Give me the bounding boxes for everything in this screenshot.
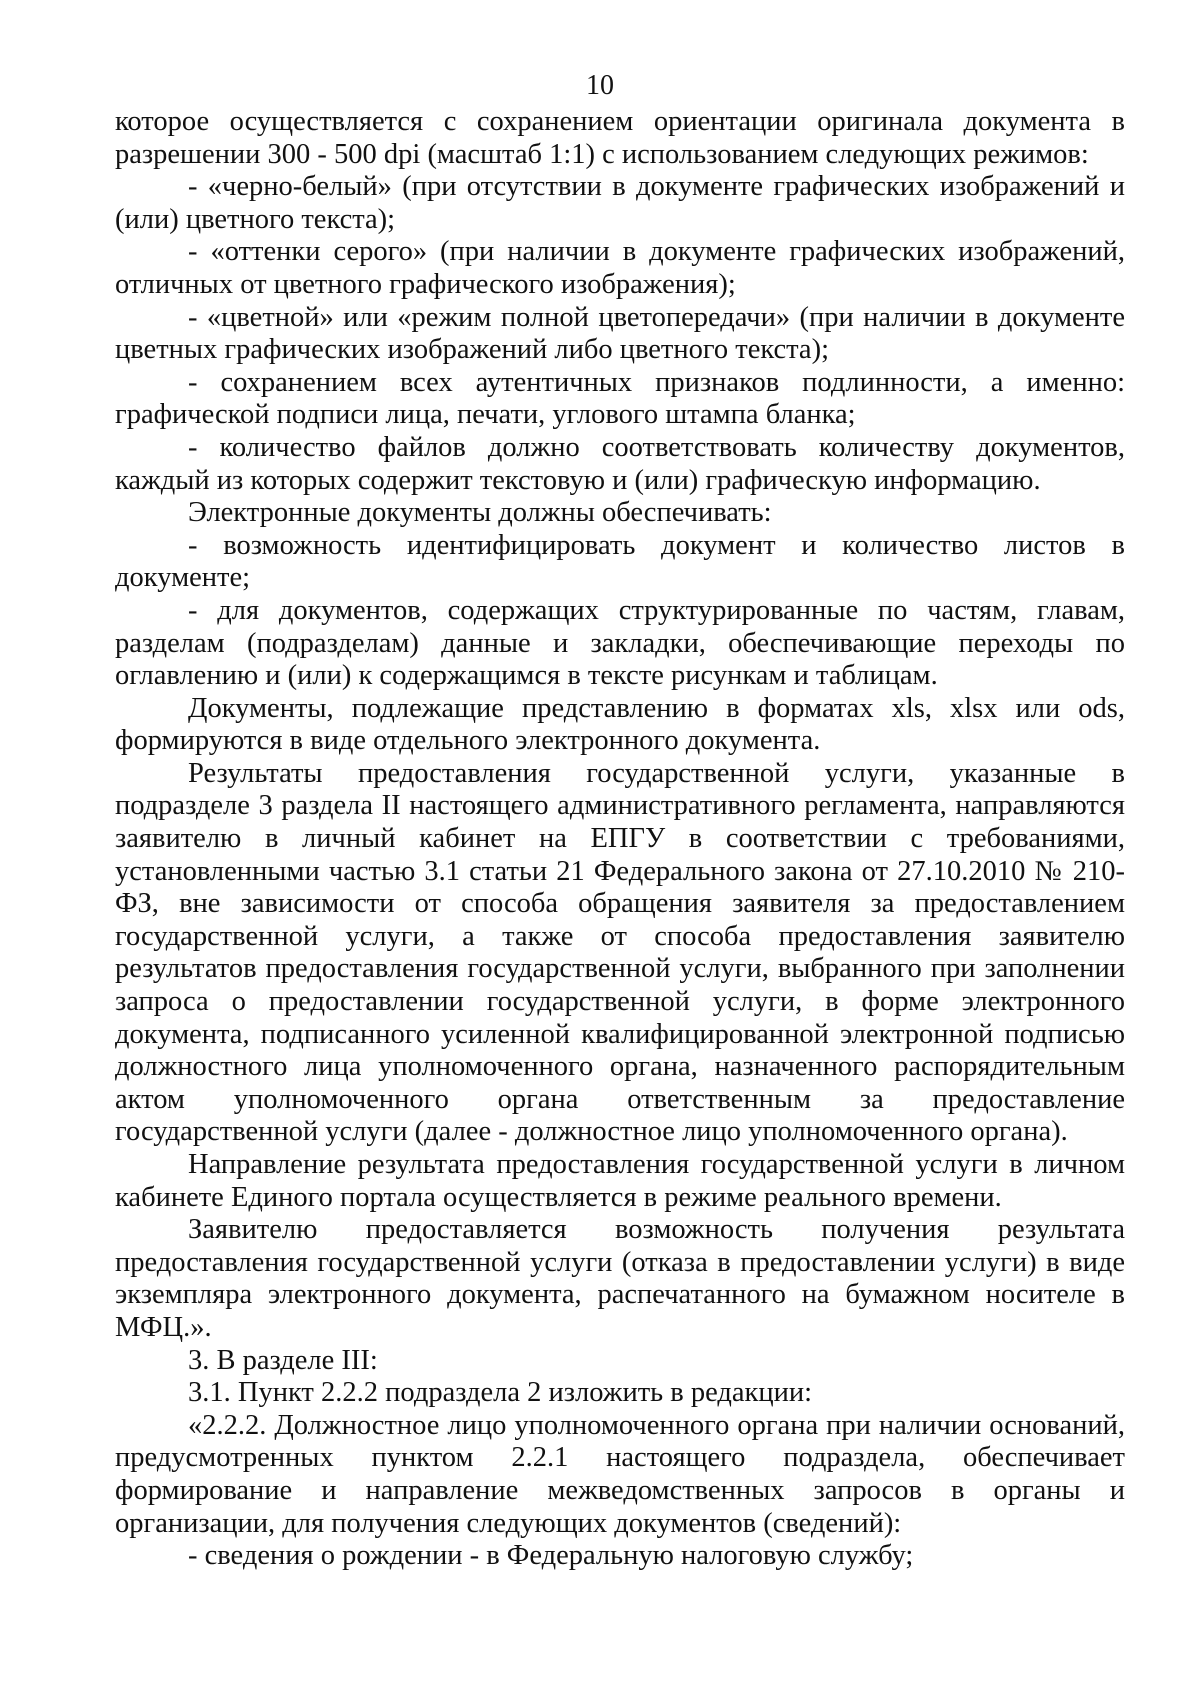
paragraph-black-white-mode: - «черно-белый» (при отсутствии в документе графических изображений и (или) цветного текста); [115, 171, 1125, 235]
paragraph-paper-copy: Заявителю предоставляется возможность получения результата предоставления государственной услуги (отказа в предоставлении услуги) в виде экземпляра электронного документа, распечатанного на бумажном носителе в МФЦ.». [115, 1214, 1125, 1343]
paragraph-results-delivery: Результаты предоставления государственной услуги, указанные в подразделе 3 раздела II настоящего административного регламента, направляются заявителю в личный кабинет на ЕПГУ в соответствии с требованиями, установленными частью 3.1 статьи 21 Федерального закона от 27.10.2010 № 210-ФЗ, вне зависимости от способа обращения заявителя за предоставлением государственной услуги, а также от способа предоставления заявителю результатов предоставления государственной услуги, выбранного при заполнении запроса о предоставлении государственной услуги, в форме электронного документа, подписанного усиленной квалифицированной электронной подписью должностного лица уполномоченного органа, назначенного распорядительным актом уполномоченного органа ответственным за предоставление государственной услуги (далее - должностное лицо уполномоченного органа). [115, 757, 1125, 1148]
paragraph-section-three: 3. В разделе III: [188, 1344, 378, 1376]
paragraph-scan-modes-intro: которое осуществляется с сохранением ориентации оригинала документа в разрешении 300 - 500 dpi (масштаб 1:1) с использованием следующих режимов: [115, 106, 1125, 170]
paragraph-birth-info: - сведения о рождении - в Федеральную налоговую службу; [188, 1540, 914, 1572]
paragraph-color-mode: - «цветной» или «режим полной цветопередачи» (при наличии в документе цветных графических изображений либо цветного текста); [115, 301, 1125, 366]
paragraph-electronic-docs: Электронные документы должны обеспечивать: [188, 497, 772, 529]
paragraph-realtime-delivery: Направление результата предоставления государственной услуги в личном кабинете Единого портала осуществляется в режиме реального времени. [115, 1149, 1125, 1213]
paragraph-grayscale-mode: - «оттенки серого» (при наличии в документе графических изображений, отличных от цветного графического изображения); [115, 236, 1125, 300]
paragraph-clause-2-2-2: «2.2.2. Должностное лицо уполномоченного органа при наличии оснований, предусмотренных пунктом 2.2.1 настоящего подраздела, обеспечивает формирование и направление межведомственных запросов в органы и организации, для получения следующих документов (сведений): [115, 1409, 1125, 1539]
paragraph-identify-document: - возможность идентифицировать документ и количество листов в документе; [115, 529, 1125, 594]
paragraph-structured-docs: - для документов, содержащих структурированные по частям, главам, разделам (подразделам) данные и закладки, обеспечивающие переходы по оглавлению и (или) к содержащимся в тексте рисункам и таблицам. [115, 594, 1125, 692]
document-body [115, 106, 1125, 1573]
paragraph-authenticity: - сохранением всех аутентичных признаков подлинности, а именно: графической подписи лица, печати, углового штампа бланка; [115, 366, 1125, 431]
paragraph-file-count: - количество файлов должно соответствовать количеству документов, каждый из которых содержит текстовую и (или) графическую информацию. [115, 431, 1125, 496]
page-number: 10 [586, 70, 614, 101]
paragraph-clause-3-1: 3.1. Пункт 2.2.2 подраздела 2 изложить в редакции: [188, 1377, 813, 1409]
paragraph-spreadsheet-formats: Документы, подлежащие представлению в форматах xls, xlsx или ods, формируются в виде отдельного электронного документа. [115, 692, 1125, 757]
